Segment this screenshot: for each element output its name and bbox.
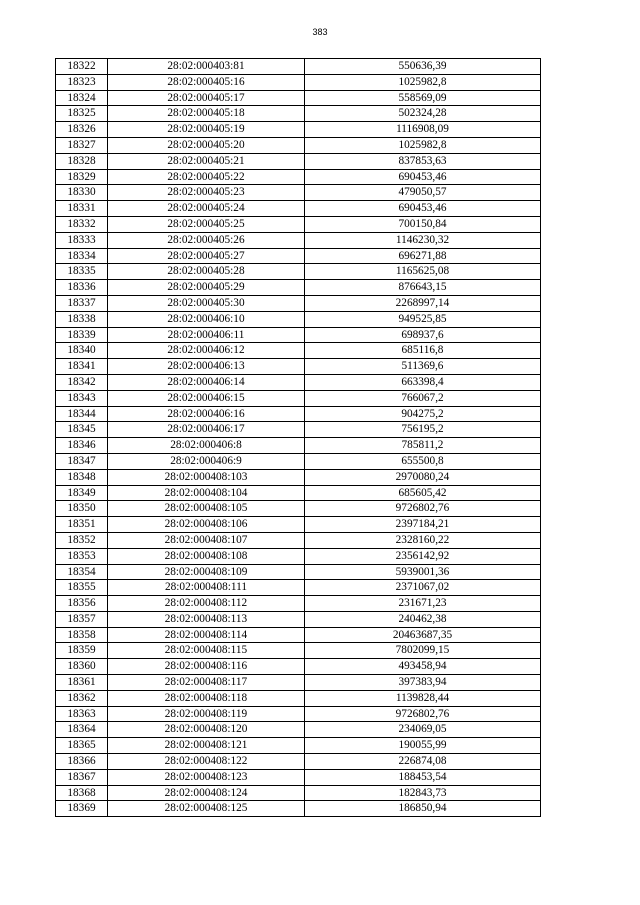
table-row	[56, 659, 541, 675]
cadastral-value-cell: 20463687,35	[305, 627, 541, 643]
cadastral-value-cell: 226874,08	[305, 754, 541, 770]
table-row	[56, 548, 541, 564]
cadastral-number-cell: 28:02:000405:28	[108, 264, 305, 280]
table-row	[56, 643, 541, 659]
cadastral-value-cell: 1165625,08	[305, 264, 541, 280]
table-row	[56, 422, 541, 438]
cadastral-number-cell: 28:02:000408:105	[108, 501, 305, 517]
cadastral-number-cell: 28:02:000408:108	[108, 548, 305, 564]
cadastral-value-cell: 655500,8	[305, 453, 541, 469]
row-number-cell: 18334	[56, 248, 108, 264]
cadastral-number-cell: 28:02:000403:81	[108, 59, 305, 75]
cadastral-number-cell: 28:02:000406:13	[108, 359, 305, 375]
table-row	[56, 738, 541, 754]
row-number-cell: 18331	[56, 201, 108, 217]
cadastral-number-cell: 28:02:000405:19	[108, 122, 305, 138]
cadastral-number-cell: 28:02:000408:120	[108, 722, 305, 738]
row-number-cell: 18363	[56, 706, 108, 722]
table-row	[56, 59, 541, 75]
cadastral-value-cell: 502324,28	[305, 106, 541, 122]
cadastral-value-cell: 1139828,44	[305, 690, 541, 706]
cadastral-number-cell: 28:02:000408:112	[108, 596, 305, 612]
cadastral-number-cell: 28:02:000408:116	[108, 659, 305, 675]
cadastral-value-cell: 949525,85	[305, 311, 541, 327]
cadastral-number-cell: 28:02:000408:109	[108, 564, 305, 580]
row-number-cell: 18336	[56, 280, 108, 296]
row-number-cell: 18353	[56, 548, 108, 564]
cadastral-number-cell: 28:02:000408:113	[108, 611, 305, 627]
row-number-cell: 18325	[56, 106, 108, 122]
cadastral-number-cell: 28:02:000408:111	[108, 580, 305, 596]
cadastral-value-cell: 1025982,8	[305, 137, 541, 153]
table-row	[56, 122, 541, 138]
table-row	[56, 564, 541, 580]
table-row	[56, 153, 541, 169]
cadastral-number-cell: 28:02:000408:118	[108, 690, 305, 706]
cadastral-value-cell: 690453,46	[305, 201, 541, 217]
cadastral-value-cell: 1116908,09	[305, 122, 541, 138]
row-number-cell: 18322	[56, 59, 108, 75]
cadastral-value-cell: 685116,8	[305, 343, 541, 359]
cadastral-number-cell: 28:02:000406:17	[108, 422, 305, 438]
cadastral-number-cell: 28:02:000408:121	[108, 738, 305, 754]
table-row	[56, 169, 541, 185]
cadastral-number-cell: 28:02:000408:122	[108, 754, 305, 770]
cadastral-value-cell: 2397184,21	[305, 517, 541, 533]
cadastral-value-cell: 397383,94	[305, 675, 541, 691]
cadastral-value-cell: 876643,15	[305, 280, 541, 296]
table-row	[56, 722, 541, 738]
cadastral-number-cell: 28:02:000408:115	[108, 643, 305, 659]
cadastral-value-cell: 766067,2	[305, 390, 541, 406]
table-row	[56, 248, 541, 264]
cadastral-number-cell: 28:02:000406:16	[108, 406, 305, 422]
cadastral-number-cell: 28:02:000408:119	[108, 706, 305, 722]
table-row	[56, 453, 541, 469]
row-number-cell: 18329	[56, 169, 108, 185]
table-row	[56, 311, 541, 327]
row-number-cell: 18341	[56, 359, 108, 375]
cadastral-value-cell: 7802099,15	[305, 643, 541, 659]
row-number-cell: 18340	[56, 343, 108, 359]
cadastral-number-cell: 28:02:000406:15	[108, 390, 305, 406]
cadastral-value-cell: 685605,42	[305, 485, 541, 501]
cadastral-value-cell: 231671,23	[305, 596, 541, 612]
cadastral-number-cell: 28:02:000405:20	[108, 137, 305, 153]
cadastral-value-cell: 756195,2	[305, 422, 541, 438]
table-row	[56, 754, 541, 770]
cadastral-value-table	[55, 58, 541, 817]
table-row	[56, 137, 541, 153]
row-number-cell: 18328	[56, 153, 108, 169]
cadastral-value-cell: 1146230,32	[305, 232, 541, 248]
cadastral-value-cell: 182843,73	[305, 785, 541, 801]
row-number-cell: 18338	[56, 311, 108, 327]
cadastral-number-cell: 28:02:000405:29	[108, 280, 305, 296]
table-row	[56, 690, 541, 706]
cadastral-number-cell: 28:02:000405:22	[108, 169, 305, 185]
row-number-cell: 18342	[56, 374, 108, 390]
table-row	[56, 359, 541, 375]
row-number-cell: 18350	[56, 501, 108, 517]
page-number: 383	[312, 27, 328, 37]
cadastral-number-cell: 28:02:000406:8	[108, 438, 305, 454]
row-number-cell: 18344	[56, 406, 108, 422]
cadastral-number-cell: 28:02:000408:123	[108, 769, 305, 785]
table-row	[56, 295, 541, 311]
row-number-cell: 18323	[56, 74, 108, 90]
cadastral-number-cell: 28:02:000408:124	[108, 785, 305, 801]
table-row	[56, 106, 541, 122]
table-row	[56, 232, 541, 248]
cadastral-number-cell: 28:02:000408:103	[108, 469, 305, 485]
row-number-cell: 18345	[56, 422, 108, 438]
row-number-cell: 18362	[56, 690, 108, 706]
cadastral-value-cell: 188453,54	[305, 769, 541, 785]
row-number-cell: 18359	[56, 643, 108, 659]
table-row	[56, 343, 541, 359]
cadastral-number-cell: 28:02:000405:25	[108, 216, 305, 232]
cadastral-value-cell: 240462,38	[305, 611, 541, 627]
cadastral-value-cell: 696271,88	[305, 248, 541, 264]
row-number-cell: 18335	[56, 264, 108, 280]
row-number-cell: 18369	[56, 801, 108, 817]
table-row	[56, 201, 541, 217]
table-body	[56, 59, 541, 817]
cadastral-value-cell: 511369,6	[305, 359, 541, 375]
row-number-cell: 18365	[56, 738, 108, 754]
row-number-cell: 18346	[56, 438, 108, 454]
cadastral-number-cell: 28:02:000408:117	[108, 675, 305, 691]
cadastral-value-cell: 785811,2	[305, 438, 541, 454]
row-number-cell: 18343	[56, 390, 108, 406]
table-row	[56, 801, 541, 817]
row-number-cell: 18326	[56, 122, 108, 138]
table-row	[56, 185, 541, 201]
row-number-cell: 18368	[56, 785, 108, 801]
row-number-cell: 18327	[56, 137, 108, 153]
row-number-cell: 18354	[56, 564, 108, 580]
row-number-cell: 18330	[56, 185, 108, 201]
cadastral-number-cell: 28:02:000405:24	[108, 201, 305, 217]
cadastral-value-cell: 904275,2	[305, 406, 541, 422]
table-row	[56, 390, 541, 406]
row-number-cell: 18324	[56, 90, 108, 106]
cadastral-value-cell: 700150,84	[305, 216, 541, 232]
table-row	[56, 469, 541, 485]
table-row	[56, 485, 541, 501]
cadastral-number-cell: 28:02:000408:125	[108, 801, 305, 817]
cadastral-value-cell: 550636,39	[305, 59, 541, 75]
cadastral-number-cell: 28:02:000405:30	[108, 295, 305, 311]
cadastral-number-cell: 28:02:000405:27	[108, 248, 305, 264]
cadastral-number-cell: 28:02:000405:26	[108, 232, 305, 248]
table-row	[56, 627, 541, 643]
cadastral-value-cell: 479050,57	[305, 185, 541, 201]
cadastral-value-cell: 234069,05	[305, 722, 541, 738]
cadastral-number-cell: 28:02:000408:114	[108, 627, 305, 643]
cadastral-value-cell: 558569,09	[305, 90, 541, 106]
row-number-cell: 18352	[56, 532, 108, 548]
cadastral-number-cell: 28:02:000408:107	[108, 532, 305, 548]
cadastral-value-cell: 9726802,76	[305, 706, 541, 722]
cadastral-value-cell: 690453,46	[305, 169, 541, 185]
cadastral-number-cell: 28:02:000405:21	[108, 153, 305, 169]
cadastral-number-cell: 28:02:000405:16	[108, 74, 305, 90]
cadastral-number-cell: 28:02:000408:104	[108, 485, 305, 501]
cadastral-value-cell: 5939001,36	[305, 564, 541, 580]
row-number-cell: 18357	[56, 611, 108, 627]
row-number-cell: 18339	[56, 327, 108, 343]
row-number-cell: 18332	[56, 216, 108, 232]
cadastral-number-cell: 28:02:000406:14	[108, 374, 305, 390]
cadastral-number-cell: 28:02:000405:23	[108, 185, 305, 201]
row-number-cell: 18356	[56, 596, 108, 612]
row-number-cell: 18366	[56, 754, 108, 770]
cadastral-value-cell: 1025982,8	[305, 74, 541, 90]
cadastral-number-cell: 28:02:000406:11	[108, 327, 305, 343]
table-row	[56, 785, 541, 801]
cadastral-number-cell: 28:02:000406:10	[108, 311, 305, 327]
table-row	[56, 769, 541, 785]
row-number-cell: 18349	[56, 485, 108, 501]
table-row	[56, 517, 541, 533]
table-row	[56, 501, 541, 517]
cadastral-number-cell: 28:02:000408:106	[108, 517, 305, 533]
table-row	[56, 280, 541, 296]
cadastral-number-cell: 28:02:000406:12	[108, 343, 305, 359]
table-row	[56, 611, 541, 627]
cadastral-value-cell: 9726802,76	[305, 501, 541, 517]
row-number-cell: 18360	[56, 659, 108, 675]
cadastral-value-cell: 190055,99	[305, 738, 541, 754]
row-number-cell: 18361	[56, 675, 108, 691]
table-row	[56, 532, 541, 548]
row-number-cell: 18348	[56, 469, 108, 485]
cadastral-value-cell: 2328160,22	[305, 532, 541, 548]
table-row	[56, 596, 541, 612]
table-row	[56, 675, 541, 691]
table-row	[56, 264, 541, 280]
table-row	[56, 406, 541, 422]
row-number-cell: 18367	[56, 769, 108, 785]
table-row	[56, 438, 541, 454]
cadastral-value-cell: 2268997,14	[305, 295, 541, 311]
cadastral-value-cell: 2371067,02	[305, 580, 541, 596]
cadastral-number-cell: 28:02:000406:9	[108, 453, 305, 469]
table-row	[56, 216, 541, 232]
cadastral-value-cell: 663398,4	[305, 374, 541, 390]
cadastral-value-cell: 493458,94	[305, 659, 541, 675]
row-number-cell: 18358	[56, 627, 108, 643]
cadastral-number-cell: 28:02:000405:17	[108, 90, 305, 106]
table-row	[56, 374, 541, 390]
row-number-cell: 18337	[56, 295, 108, 311]
row-number-cell: 18355	[56, 580, 108, 596]
cadastral-value-cell: 2356142,92	[305, 548, 541, 564]
row-number-cell: 18364	[56, 722, 108, 738]
cadastral-value-cell: 837853,63	[305, 153, 541, 169]
row-number-cell: 18333	[56, 232, 108, 248]
cadastral-number-cell: 28:02:000405:18	[108, 106, 305, 122]
row-number-cell: 18347	[56, 453, 108, 469]
cadastral-value-cell: 2970080,24	[305, 469, 541, 485]
cadastral-value-cell: 186850,94	[305, 801, 541, 817]
table-row	[56, 90, 541, 106]
cadastral-value-cell: 698937,6	[305, 327, 541, 343]
table-row	[56, 580, 541, 596]
row-number-cell: 18351	[56, 517, 108, 533]
table-row	[56, 706, 541, 722]
table-row	[56, 327, 541, 343]
table-row	[56, 74, 541, 90]
